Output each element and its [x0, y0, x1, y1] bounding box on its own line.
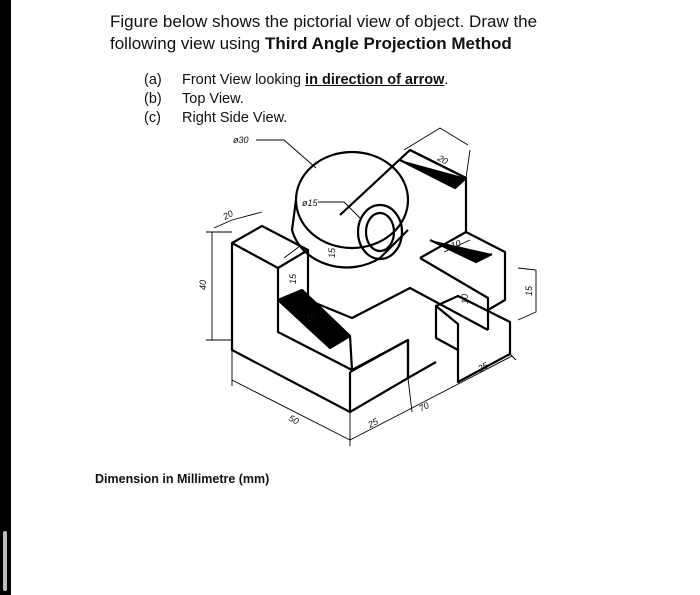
dim-label-70: 70 [417, 400, 431, 414]
dim-line-40 [206, 232, 232, 340]
dim-label-25-right: 25 [476, 360, 490, 374]
task-text: Top View. [182, 91, 244, 107]
dim-label-50: 50 [287, 412, 301, 427]
dim-label-d30: ø30 [233, 135, 249, 145]
task-text: Right Side View. [182, 110, 288, 126]
question-line-1: Figure below shows the pictorial view of object. Draw the [110, 12, 538, 31]
dim-label-d15: ø15 [302, 198, 318, 208]
task-label: (a) [144, 72, 162, 88]
dim-label-15-right: 15 [524, 285, 534, 296]
dim-label-20-top: 20 [436, 152, 450, 167]
task-label: (c) [144, 110, 161, 126]
right-step-shadow [430, 240, 492, 262]
leader-d15 [318, 202, 360, 218]
dim-label-15-boss: 15 [327, 247, 337, 258]
dim-label-25-bottom: 25 [366, 416, 380, 430]
dim-label-10-slot: 10 [304, 311, 318, 324]
task-emphasis: in direction of arrow [305, 72, 445, 88]
cylinder-bore-inner [366, 213, 394, 251]
dimension-unit-note: Dimension in Millimetre (mm) [95, 472, 270, 486]
task-text: Front View looking [182, 72, 306, 88]
task-label: (b) [144, 91, 162, 107]
dim-label-40: 40 [198, 279, 208, 290]
dim-label-15-slot: 15 [288, 273, 298, 284]
dim-label-20-left: 20 [221, 208, 235, 222]
leader-d30 [256, 140, 316, 168]
base-right-edge [408, 340, 436, 378]
dim-label-10-right-side: 10 [460, 293, 470, 304]
question-line-2-text: following view using [110, 34, 265, 53]
left-upright-top [232, 226, 308, 268]
projection-method: Third Angle Projection Method [264, 34, 512, 53]
task-tail: . [444, 72, 449, 88]
dim-label-10-right-top: 10 [449, 238, 463, 251]
base-front-edge [350, 340, 408, 412]
